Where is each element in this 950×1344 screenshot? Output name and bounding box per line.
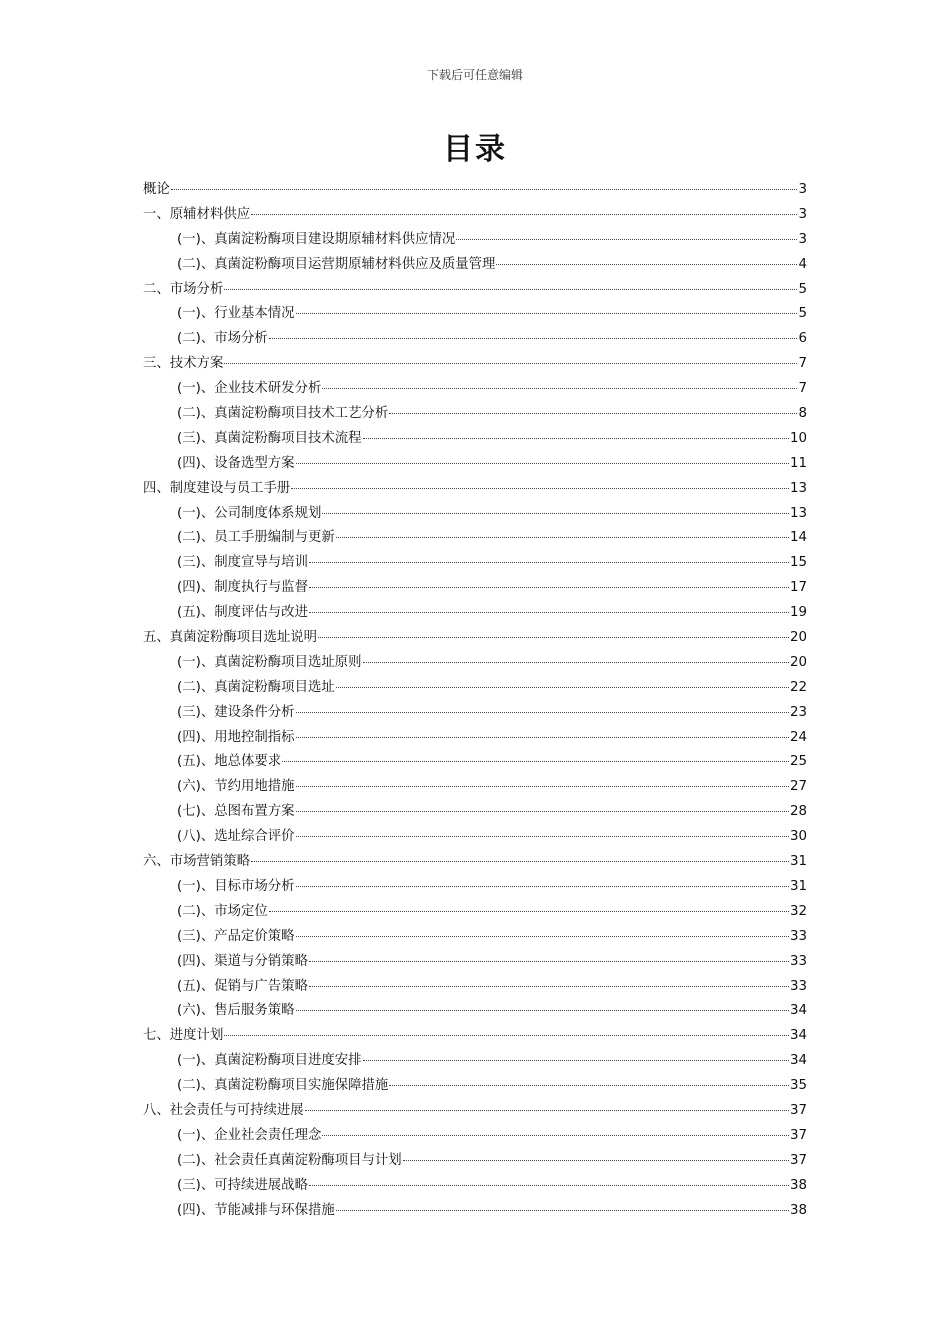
toc-entry-label: (二)、真菌淀粉酶项目运营期原辅材料供应及质量管理 [177, 256, 496, 272]
toc-entry-page: 17 [789, 580, 807, 596]
toc-entry-label: (三)、真菌淀粉酶项目技术流程 [177, 430, 362, 446]
dot-leader [296, 721, 789, 738]
toc-entry-label: (四)、设备选型方案 [177, 455, 295, 471]
toc-entry-label: (二)、市场分析 [177, 331, 268, 347]
toc-entry-label: (一)、行业基本情况 [177, 306, 295, 322]
dot-leader [363, 646, 789, 663]
dot-leader [309, 1169, 789, 1186]
toc-entry-label: 一、原辅材料供应 [143, 206, 251, 222]
page-header: 下载后可任意编辑 [426, 68, 523, 82]
toc-entry-label: (四)、节能减排与环保措施 [177, 1202, 335, 1218]
toc-entry-label: (二)、真菌淀粉酶项目选址 [177, 679, 335, 695]
toc-entry-page: 25 [789, 754, 807, 770]
dot-leader [389, 1069, 789, 1086]
toc-entry-label: 六、市场营销策略 [143, 854, 251, 870]
toc-entry-page: 3 [798, 206, 807, 222]
toc-entry-label: 七、进度计划 [143, 1028, 224, 1044]
toc-entry-label: (一)、目标市场分析 [177, 878, 295, 894]
toc-entry-label: (二)、社会责任真菌淀粉酶项目与计划 [177, 1152, 402, 1168]
toc-entry-page: 34 [789, 1003, 807, 1019]
toc-entry-label: (一)、公司制度体系规划 [177, 505, 322, 521]
toc-entry-label: (二)、市场定位 [177, 903, 268, 919]
dot-leader [389, 397, 797, 414]
dot-leader [336, 521, 789, 538]
dot-leader [309, 945, 789, 962]
toc-entry-page: 24 [789, 729, 807, 745]
dot-leader [296, 447, 789, 464]
toc-entry-label: 五、真菌淀粉酶项目选址说明 [143, 630, 318, 646]
dot-leader [322, 372, 797, 389]
dot-leader [282, 745, 789, 762]
toc-entry-label: (一)、真菌淀粉酶项目进度安排 [177, 1053, 362, 1069]
dot-leader [291, 472, 789, 489]
toc-entry-page: 4 [798, 256, 807, 272]
dot-leader [309, 970, 789, 987]
toc-entry-page: 37 [789, 1102, 807, 1118]
toc-entry-page: 34 [789, 1053, 807, 1069]
toc-entry-page: 6 [798, 331, 807, 347]
toc-entry-label: 三、技术方案 [143, 356, 224, 372]
dot-leader [269, 322, 798, 339]
toc-entry-page: 33 [789, 953, 807, 969]
toc-entry-page: 13 [789, 480, 807, 496]
dot-leader [363, 1044, 789, 1061]
toc-entry-label: (三)、可持续进展战略 [177, 1177, 308, 1193]
dot-leader [309, 596, 789, 613]
dot-leader [251, 845, 789, 862]
dot-leader [171, 173, 798, 190]
dot-leader [496, 248, 797, 265]
toc-entry-label: (三)、制度宣导与培训 [177, 555, 308, 571]
toc-entry-page: 30 [789, 829, 807, 845]
page-title: 目录 [443, 132, 507, 167]
toc-entry-label: (一)、真菌淀粉酶项目建设期原辅材料供应情况 [177, 231, 456, 247]
dot-leader [251, 198, 797, 215]
toc-entry-page: 33 [789, 928, 807, 944]
dot-leader [309, 571, 789, 588]
toc-entry-page: 7 [798, 356, 807, 372]
toc-entry-label: (三)、产品定价策略 [177, 928, 295, 944]
toc-entry[interactable] [143, 1197, 807, 1222]
dot-leader [296, 696, 789, 713]
dot-leader [322, 1119, 789, 1136]
toc-entry-page: 11 [789, 455, 807, 471]
dot-leader [296, 994, 789, 1011]
toc-entry-label: 四、制度建设与员工手册 [143, 480, 291, 496]
toc-entry-label: 概论 [143, 182, 170, 197]
toc-entry-label: (四)、制度执行与监督 [177, 580, 308, 596]
toc-entry-page: 33 [789, 978, 807, 994]
toc-entry-page: 13 [789, 505, 807, 521]
toc-entry-page: 27 [789, 779, 807, 795]
toc-entry-page: 14 [789, 530, 807, 546]
dot-leader [336, 1194, 789, 1211]
toc-entry-page: 34 [789, 1028, 807, 1044]
toc-entry-page: 8 [798, 406, 807, 422]
toc-entry-page: 38 [789, 1202, 807, 1218]
dot-leader [336, 671, 789, 688]
dot-leader [296, 770, 789, 787]
toc-entry-label: (二)、真菌淀粉酶项目实施保障措施 [177, 1078, 389, 1094]
toc-entry-page: 7 [798, 381, 807, 397]
toc-entry-page: 10 [789, 430, 807, 446]
toc-entry-page: 15 [789, 555, 807, 571]
toc-entry-page: 19 [789, 605, 807, 621]
dot-leader [296, 870, 789, 887]
toc-entry-label: (一)、企业社会责任理念 [177, 1127, 322, 1143]
toc-entry-label: (五)、促销与广告策略 [177, 978, 308, 994]
toc-entry-page: 35 [789, 1078, 807, 1094]
dot-leader [309, 546, 789, 563]
toc-entry-page: 20 [789, 654, 807, 670]
toc-entry-label: (五)、地总体要求 [177, 754, 282, 770]
dot-leader [224, 1019, 789, 1036]
toc-entry-label: (一)、真菌淀粉酶项目选址原则 [177, 654, 362, 670]
toc-entry-page: 5 [798, 306, 807, 322]
table-of-contents [143, 176, 807, 1221]
toc-entry-page: 28 [789, 804, 807, 820]
toc-entry-page: 37 [789, 1127, 807, 1143]
dot-leader [269, 895, 789, 912]
dot-leader [224, 347, 797, 364]
toc-entry-page: 31 [789, 854, 807, 870]
dot-leader [456, 223, 797, 240]
toc-entry-page: 3 [798, 182, 807, 197]
toc-entry-label: (五)、制度评估与改进 [177, 605, 308, 621]
dot-leader [322, 497, 789, 514]
toc-entry-page: 31 [789, 878, 807, 894]
toc-entry-page: 3 [798, 231, 807, 247]
toc-entry-label: (一)、企业技术研发分析 [177, 381, 322, 397]
toc-entry-label: 八、社会责任与可持续进展 [143, 1102, 304, 1118]
toc-entry-label: (三)、建设条件分析 [177, 704, 295, 720]
toc-entry-label: (四)、渠道与分销策略 [177, 953, 308, 969]
toc-entry-page: 5 [798, 281, 807, 297]
toc-entry-label: 二、市场分析 [143, 281, 224, 297]
toc-entry-page: 37 [789, 1152, 807, 1168]
dot-leader [296, 297, 798, 314]
toc-entry-label: (七)、总图布置方案 [177, 804, 295, 820]
dot-leader [305, 1094, 789, 1111]
toc-entry-label: (六)、售后服务策略 [177, 1003, 295, 1019]
toc-entry-label: (二)、员工手册编制与更新 [177, 530, 335, 546]
toc-entry-label: (四)、用地控制指标 [177, 729, 295, 745]
dot-leader [224, 273, 797, 290]
dot-leader [318, 621, 789, 638]
toc-entry-label: (六)、节约用地措施 [177, 779, 295, 795]
dot-leader [363, 422, 789, 439]
dot-leader [296, 820, 789, 837]
dot-leader [296, 795, 789, 812]
toc-entry-page: 20 [789, 630, 807, 646]
toc-entry-label: (二)、真菌淀粉酶项目技术工艺分析 [177, 406, 389, 422]
toc-entry-page: 38 [789, 1177, 807, 1193]
dot-leader [296, 920, 789, 937]
toc-entry-page: 32 [789, 903, 807, 919]
toc-entry-label: (八)、选址综合评价 [177, 829, 295, 845]
dot-leader [403, 1144, 789, 1161]
toc-entry-page: 22 [789, 679, 807, 695]
toc-entry-page: 23 [789, 704, 807, 720]
